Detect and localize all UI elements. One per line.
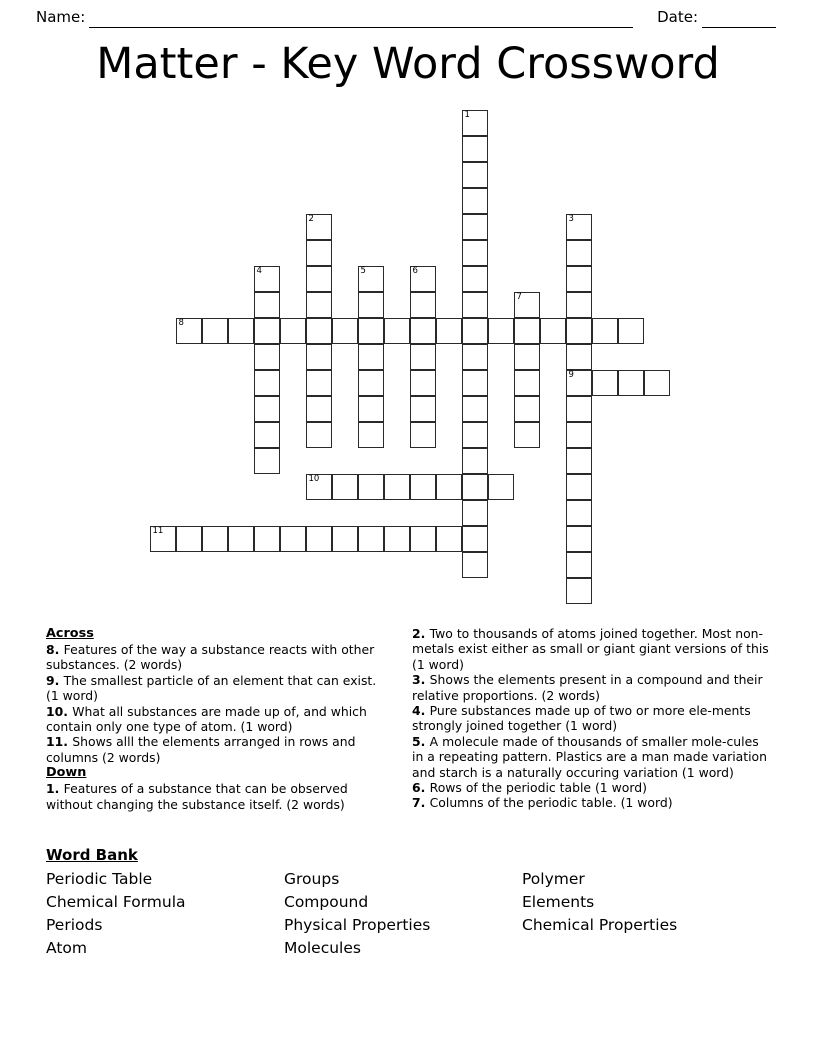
crossword-cell-number: 10: [308, 474, 320, 484]
crossword-cell[interactable]: [436, 318, 462, 344]
crossword-cell[interactable]: [566, 500, 592, 526]
crossword-cell-number: 2: [308, 214, 314, 224]
crossword-cell[interactable]: [306, 344, 332, 370]
clue-number: 3.: [412, 672, 430, 688]
crossword-cell[interactable]: [410, 396, 436, 422]
crossword-cell[interactable]: [202, 526, 228, 552]
clues-column-left: [46, 626, 386, 812]
crossword-cell-numbered-4[interactable]: [254, 266, 280, 292]
crossword-cell[interactable]: [280, 318, 306, 344]
crossword-cell[interactable]: [306, 396, 332, 422]
crossword-cell[interactable]: [358, 526, 384, 552]
across-clue-10: [46, 704, 386, 735]
crossword-cell[interactable]: [384, 474, 410, 500]
crossword-cell[interactable]: [410, 526, 436, 552]
across-clue-9: [46, 673, 386, 704]
clue-number: 8.: [46, 642, 64, 657]
clue-text: What all substances are made up of, and which contain only one type of atom. (1 word): [46, 703, 367, 735]
crossword-cell[interactable]: [462, 188, 488, 214]
crossword-cell[interactable]: [462, 474, 488, 500]
word-bank-word[interactable]: Periods: [46, 916, 103, 934]
crossword-cell[interactable]: [462, 292, 488, 318]
crossword-cell[interactable]: [228, 318, 254, 344]
crossword-cell[interactable]: [254, 292, 280, 318]
word-bank-word[interactable]: Polymer: [522, 870, 585, 888]
page-title: Matter - Key Word Crossword: [96, 39, 720, 89]
crossword-cell[interactable]: [306, 526, 332, 552]
crossword-cell[interactable]: [462, 422, 488, 448]
crossword-cell[interactable]: [384, 526, 410, 552]
crossword-cell[interactable]: [514, 370, 540, 396]
crossword-cell[interactable]: [410, 318, 436, 344]
crossword-cell-number: 9: [568, 370, 574, 380]
crossword-cell[interactable]: [410, 422, 436, 448]
crossword-cell[interactable]: [566, 422, 592, 448]
clue-number: 2.: [412, 626, 430, 641]
crossword-cell[interactable]: [462, 162, 488, 188]
crossword-cell[interactable]: [332, 474, 358, 500]
crossword-cell[interactable]: [644, 370, 670, 396]
crossword-cell-number: 3: [568, 214, 574, 224]
crossword-cell-number: 6: [412, 266, 418, 276]
clues-section: [46, 626, 770, 836]
down-clue-list-right: [412, 626, 770, 811]
clue-number: 7.: [412, 795, 430, 811]
crossword-cell[interactable]: [488, 474, 514, 500]
clue-number: 10.: [46, 703, 73, 719]
crossword-cell[interactable]: [566, 240, 592, 266]
clue-number: 5.: [412, 733, 430, 749]
crossword-cell[interactable]: [462, 552, 488, 578]
crossword-cell-number: 8: [178, 318, 184, 328]
crossword-cell-numbered-7[interactable]: [514, 292, 540, 318]
crossword-cell[interactable]: [410, 344, 436, 370]
across-clue-11: [46, 734, 386, 765]
crossword-cell[interactable]: [462, 266, 488, 292]
crossword-cell[interactable]: [462, 344, 488, 370]
crossword-cell[interactable]: [514, 344, 540, 370]
crossword-cell[interactable]: [566, 526, 592, 552]
word-bank-word[interactable]: Groups: [284, 870, 340, 888]
word-bank-word[interactable]: Elements: [522, 893, 595, 911]
crossword-cell[interactable]: [254, 526, 280, 552]
crossword-cell[interactable]: [592, 370, 618, 396]
crossword-cell[interactable]: [306, 370, 332, 396]
word-bank-word[interactable]: Periodic Table: [46, 870, 153, 888]
crossword-cell[interactable]: [202, 318, 228, 344]
clue-text: Features of the way a substance reacts with other substances. (2 words): [46, 642, 375, 673]
crossword-cell-numbered-6[interactable]: [410, 266, 436, 292]
crossword-cell-number: 1: [464, 110, 470, 120]
crossword-cell[interactable]: [488, 318, 514, 344]
crossword-cell[interactable]: [462, 136, 488, 162]
clue-text: Pure substances made up of two or more ele-ments strongly joined together (1 word): [412, 703, 751, 734]
crossword-cell[interactable]: [462, 318, 488, 344]
crossword-cell[interactable]: [358, 370, 384, 396]
crossword-cell[interactable]: [358, 344, 384, 370]
clues-column-right: [412, 626, 770, 811]
crossword-cell[interactable]: [462, 214, 488, 240]
clue-text: Features of a substance that can be observed without changing the substance itself. (2 words): [46, 781, 348, 812]
across-clue-list: [46, 642, 386, 765]
crossword-cell[interactable]: [410, 292, 436, 318]
crossword-cell[interactable]: [358, 474, 384, 500]
word-bank-section: [46, 845, 770, 960]
word-bank-word[interactable]: Chemical Properties: [522, 916, 678, 934]
down-clue-4: [412, 703, 770, 734]
across-clue-8: [46, 642, 386, 673]
clue-number: 6.: [412, 780, 430, 796]
clue-text: The smallest particle of an element that can exist. (1 word): [46, 672, 377, 704]
crossword-cell[interactable]: [462, 396, 488, 422]
crossword-cell[interactable]: [358, 292, 384, 318]
crossword-cell[interactable]: [566, 552, 592, 578]
crossword-cell[interactable]: [566, 344, 592, 370]
crossword-cell[interactable]: [228, 526, 254, 552]
word-bank-word[interactable]: Molecules: [284, 939, 361, 957]
crossword-cell[interactable]: [254, 370, 280, 396]
crossword-cell[interactable]: [462, 500, 488, 526]
crossword-cell[interactable]: [436, 526, 462, 552]
crossword-cell[interactable]: [618, 370, 644, 396]
crossword-cell-numbered-2[interactable]: [306, 214, 332, 240]
crossword-cell[interactable]: [384, 318, 410, 344]
crossword-cell[interactable]: [566, 266, 592, 292]
down-clue-2: [412, 626, 770, 672]
crossword-cell[interactable]: [332, 318, 358, 344]
crossword-cell[interactable]: [462, 448, 488, 474]
crossword-cell[interactable]: [306, 318, 332, 344]
clue-text: Two to thousands of atoms joined together. Most non-metals exist either as small or giant giant versions of this (1 word): [412, 626, 769, 672]
crossword-cell[interactable]: [306, 292, 332, 318]
across-heading: Across: [46, 626, 94, 641]
word-bank-word[interactable]: Atom: [46, 939, 87, 957]
crossword-cell[interactable]: [618, 318, 644, 344]
crossword-cell[interactable]: [514, 318, 540, 344]
crossword-cell[interactable]: [410, 370, 436, 396]
down-clue-1: [46, 781, 386, 812]
clue-number: 1.: [46, 781, 64, 797]
down-clue-3: [412, 672, 770, 703]
crossword-cell[interactable]: [254, 448, 280, 474]
crossword-cell-numbered-3[interactable]: [566, 214, 592, 240]
crossword-cell[interactable]: [514, 422, 540, 448]
clue-text: Columns of the periodic table. (1 word): [429, 795, 673, 811]
crossword-cell[interactable]: [462, 240, 488, 266]
down-clue-5: [412, 734, 770, 780]
crossword-cell-numbered-1[interactable]: [462, 110, 488, 136]
crossword-cell-numbered-8[interactable]: [176, 318, 202, 344]
crossword-cell[interactable]: [358, 396, 384, 422]
crossword-cell[interactable]: [254, 344, 280, 370]
crossword-cell[interactable]: [254, 422, 280, 448]
clue-text: Shows alll the elements arranged in rows and columns (2 words): [46, 734, 356, 765]
word-bank-word[interactable]: Physical Properties: [284, 916, 431, 934]
crossword-cell-numbered-10[interactable]: [306, 474, 332, 500]
down-heading: Down: [46, 765, 87, 781]
crossword-cell-number: 11: [152, 526, 164, 536]
crossword-cell[interactable]: [514, 396, 540, 422]
crossword-cell[interactable]: [358, 422, 384, 448]
word-bank-empty: [522, 937, 760, 960]
crossword-cell[interactable]: [540, 318, 566, 344]
crossword-cell-number: 7: [516, 292, 522, 302]
crossword-cell[interactable]: [592, 318, 618, 344]
down-clue-6: [412, 780, 770, 795]
crossword-cell-numbered-9[interactable]: [566, 370, 592, 396]
crossword-cell-numbered-11[interactable]: [150, 526, 176, 552]
crossword-cell[interactable]: [254, 396, 280, 422]
crossword-cell[interactable]: [358, 318, 384, 344]
clue-text: A molecule made of thousands of smaller mole-cules in a repeating pattern. Plastics are a man made variation and starch is a naturally occuring variation (1 word): [412, 733, 767, 780]
crossword-cell[interactable]: [436, 474, 462, 500]
crossword-cell[interactable]: [254, 318, 280, 344]
crossword-cell[interactable]: [566, 474, 592, 500]
word-bank-grid: [46, 868, 770, 960]
crossword-cell-numbered-5[interactable]: [358, 266, 384, 292]
crossword-cell[interactable]: [306, 422, 332, 448]
crossword-cell[interactable]: [566, 292, 592, 318]
down-clue-7: [412, 795, 770, 810]
crossword-cell[interactable]: [306, 240, 332, 266]
crossword-cell[interactable]: [410, 474, 436, 500]
crossword-cell[interactable]: [462, 526, 488, 552]
clue-number: 9.: [46, 672, 64, 688]
word-bank-heading: Word Bank: [46, 846, 138, 864]
crossword-cell[interactable]: [462, 370, 488, 396]
word-bank-word[interactable]: Compound: [284, 893, 369, 911]
down-clue-list-left: [46, 781, 386, 812]
crossword-cell-number: 5: [360, 266, 366, 276]
crossword-cell-number: 4: [256, 266, 262, 276]
word-bank-word[interactable]: Chemical Formula: [46, 893, 186, 911]
crossword-cell[interactable]: [566, 578, 592, 604]
crossword-cell[interactable]: [176, 526, 202, 552]
name-label: Name:: [36, 8, 86, 26]
crossword-cell[interactable]: [566, 318, 592, 344]
crossword-cell[interactable]: [566, 396, 592, 422]
crossword-cell[interactable]: [306, 266, 332, 292]
clue-number: 11.: [46, 734, 73, 750]
crossword-cell[interactable]: [332, 526, 358, 552]
crossword-cell[interactable]: [280, 526, 306, 552]
clue-text: Rows of the periodic table (1 word): [429, 780, 647, 796]
clue-text: Shows the elements present in a compound and their relative proportions. (2 words): [412, 672, 763, 703]
clue-number: 4.: [412, 703, 430, 719]
date-label: Date:: [657, 8, 698, 26]
crossword-cell[interactable]: [566, 448, 592, 474]
